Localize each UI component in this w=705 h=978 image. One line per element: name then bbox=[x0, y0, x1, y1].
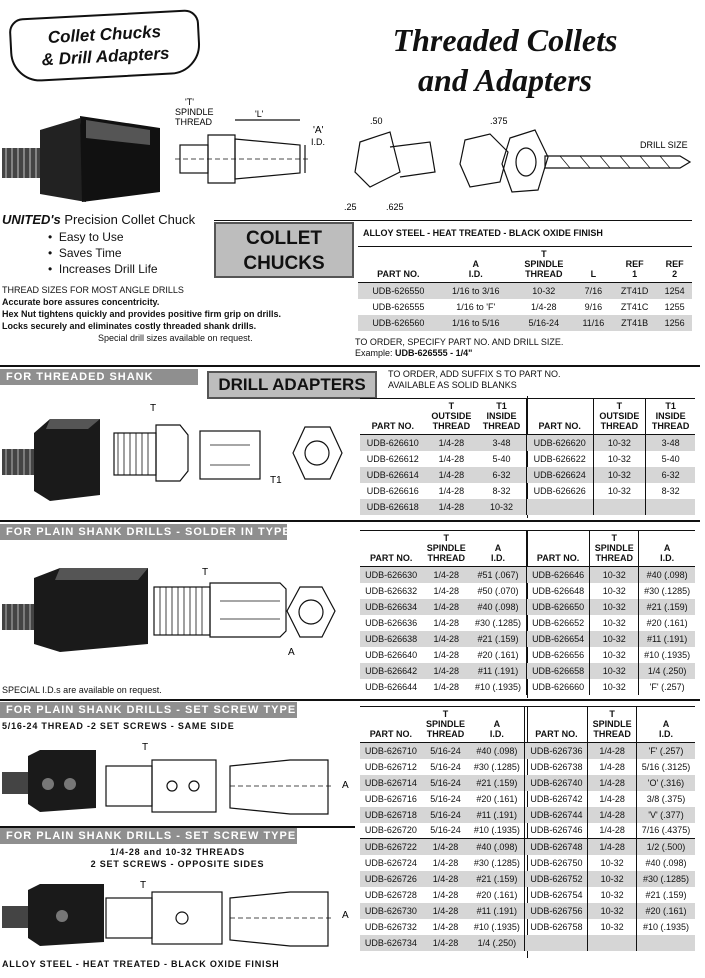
table-cell: UDB-626620 bbox=[526, 435, 593, 451]
table-cell: 1/4-28 bbox=[588, 743, 637, 759]
table-row bbox=[360, 791, 695, 807]
column-header: L bbox=[590, 269, 597, 279]
column-header: T1 INSIDE THREAD bbox=[646, 399, 695, 435]
table-cell: 5/16-24 bbox=[422, 743, 469, 759]
table-cell: 3-48 bbox=[477, 435, 526, 451]
column-header: PART NO. bbox=[369, 729, 413, 739]
column-header: T SPINDLE THREAD bbox=[590, 531, 639, 567]
column-header: PART NO. bbox=[526, 531, 589, 567]
table-cell: 1/4-28 bbox=[422, 839, 469, 855]
table-cell: 1/4-28 bbox=[426, 467, 478, 483]
spindle-label-thread: THREAD bbox=[175, 117, 213, 127]
table-cell: 10-32 bbox=[593, 483, 646, 499]
table-cell: UDB-626630 bbox=[360, 567, 422, 583]
table-cell: 3/8 (.375) bbox=[636, 791, 695, 807]
table-cell: UDB-626754 bbox=[525, 887, 588, 903]
table-row bbox=[360, 663, 695, 679]
table-cell: #30 (.1285) bbox=[473, 761, 520, 772]
table-cell: UDB-626718 bbox=[360, 807, 422, 823]
table-cell: UDB-626555 bbox=[372, 301, 425, 312]
table-cell: 1/4-28 bbox=[433, 681, 459, 692]
column-header: T OUTSIDE THREAD bbox=[431, 401, 472, 431]
table-cell: #40 (.098) bbox=[470, 599, 526, 615]
t-label: T bbox=[140, 880, 147, 891]
column-header: A I.D. bbox=[636, 707, 695, 743]
solder-adapter-photo bbox=[0, 560, 150, 670]
table-cell: 10-32 bbox=[590, 631, 639, 647]
setscrew-table bbox=[360, 706, 695, 951]
table-cell: UDB-626648 bbox=[526, 583, 589, 599]
threaded-order-note: TO ORDER, ADD SUFFIX S TO PART NO. AVAILABLE AS SOLID BLANKS bbox=[388, 369, 561, 390]
table-cell: UDB-626638 bbox=[360, 631, 422, 647]
column-header: PART NO. bbox=[369, 553, 413, 563]
collet-chuck-diagram bbox=[175, 97, 335, 205]
table-cell: UDB-626750 bbox=[525, 855, 588, 871]
table-row bbox=[360, 435, 695, 451]
table-cell: 1/4-28 bbox=[433, 585, 459, 596]
table-cell: #11 (.191) bbox=[470, 663, 526, 679]
table-cell: #11 (.191) bbox=[469, 807, 525, 823]
table-cell: UDB-626716 bbox=[364, 793, 417, 804]
table-cell: UDB-626618 bbox=[360, 499, 426, 515]
column-header: T SPINDLE THREAD bbox=[588, 707, 637, 743]
table-cell: 1/4-28 bbox=[588, 759, 637, 775]
table-cell: #11 (.191) bbox=[469, 903, 525, 919]
table-cell: #20 (.161) bbox=[476, 889, 518, 900]
table-cell: 10-32 bbox=[590, 615, 639, 631]
badge-line-1: Collet Chucks bbox=[47, 22, 162, 47]
table-cell: UDB-626616 bbox=[366, 485, 419, 496]
table-cell: 1/16 to 3/16 bbox=[439, 283, 513, 299]
column-header: T1 INSIDE THREAD bbox=[482, 401, 521, 431]
table-cell: 5/16-24 bbox=[422, 807, 469, 823]
table-cell: 1/4-28 bbox=[422, 663, 470, 679]
a-id-label: I.D. bbox=[311, 137, 326, 147]
order-note: TO ORDER, SPECIFY PART NO. AND DRILL SIZE. bbox=[355, 337, 564, 347]
table-cell: UDB-626738 bbox=[525, 759, 588, 775]
table-cell: 1/4-28 bbox=[588, 807, 637, 823]
table-cell: 3-48 bbox=[646, 435, 695, 451]
table-cell: UDB-626752 bbox=[525, 871, 588, 887]
table-cell: UDB-626720 bbox=[364, 825, 417, 836]
collet-chuck-photo bbox=[0, 110, 170, 210]
table-cell: 8-32 bbox=[492, 485, 511, 496]
table-cell: UDB-626722 bbox=[360, 839, 422, 855]
table-cell: #21 (.159) bbox=[469, 871, 525, 887]
setscrew-adapter-diagram-2 bbox=[100, 876, 350, 956]
divider bbox=[0, 365, 700, 367]
table-cell: 5/16-24 bbox=[430, 825, 461, 836]
a-label: A bbox=[342, 780, 349, 791]
solder-bar: FOR PLAIN SHANK DRILLS - SOLDER IN TYPE bbox=[0, 524, 287, 540]
table-cell: #10 (.1935) bbox=[473, 921, 520, 932]
table-cell: UDB-626742 bbox=[525, 791, 588, 807]
table-row bbox=[360, 631, 695, 647]
column-header: PART NO. bbox=[371, 421, 414, 431]
table-cell: 10-32 bbox=[588, 887, 637, 903]
table-cell: 10-32 bbox=[593, 435, 646, 451]
table-cell: 10-32 bbox=[590, 599, 639, 615]
table-cell: UDB-626610 bbox=[360, 435, 426, 451]
threaded-adapter-diagram bbox=[110, 405, 350, 505]
table-row bbox=[360, 567, 695, 583]
table-row bbox=[360, 935, 695, 951]
table-cell: UDB-626654 bbox=[526, 631, 589, 647]
table-cell: UDB-626658 bbox=[526, 663, 589, 679]
table-cell: 7/16 (.4375) bbox=[636, 823, 695, 839]
table-cell: 'F' (.257) bbox=[639, 679, 695, 695]
table-cell: 1/4-28 bbox=[426, 435, 478, 451]
table-cell: #21 (.159) bbox=[470, 631, 526, 647]
table-cell: 'F' (.257) bbox=[636, 743, 695, 759]
table-row bbox=[360, 743, 695, 759]
setscrew-footer: ALLOY STEEL - HEAT TREATED - BLACK OXIDE FINISH bbox=[2, 959, 280, 969]
setscrew-bar-1: FOR PLAIN SHANK DRILLS - SET SCREW TYPE bbox=[0, 702, 297, 718]
table-cell: UDB-626626 bbox=[526, 483, 593, 499]
table-cell: UDB-626712 bbox=[364, 761, 417, 772]
t-label: T bbox=[150, 403, 157, 414]
table-cell: 10-32 bbox=[588, 903, 637, 919]
table-cell: UDB-626710 bbox=[360, 743, 422, 759]
setscrew-adapter-diagram-1 bbox=[100, 742, 350, 827]
table-cell: 5-40 bbox=[646, 451, 695, 467]
table-cell: 'O' (.316) bbox=[636, 775, 695, 791]
table-row bbox=[360, 887, 695, 903]
table-cell: #10 (.1935) bbox=[474, 681, 522, 692]
solder-table bbox=[360, 530, 695, 695]
table-cell: 10-32 bbox=[593, 467, 646, 483]
table-cell: 1/16 to 'F' bbox=[456, 301, 496, 312]
table-cell: #40 (.098) bbox=[469, 839, 525, 855]
table-cell: 1/4-28 bbox=[588, 775, 637, 791]
table-row bbox=[360, 599, 695, 615]
table-cell: 5/16-24 bbox=[422, 775, 469, 791]
table-cell: UDB-626726 bbox=[360, 871, 422, 887]
table-cell: ZT41B bbox=[612, 315, 657, 331]
table-cell: UDB-626656 bbox=[526, 647, 589, 663]
title-line-2: and Adapters bbox=[418, 62, 592, 98]
table-cell: 1/16 to 5/16 bbox=[439, 315, 513, 331]
table-cell: UDB-626642 bbox=[360, 663, 422, 679]
table-cell: UDB-626746 bbox=[525, 823, 588, 839]
a-label: A bbox=[288, 647, 295, 658]
table-cell: 6-32 bbox=[646, 467, 695, 483]
table-row bbox=[360, 467, 695, 483]
table-row bbox=[360, 823, 695, 839]
table-cell: UDB-626734 bbox=[360, 935, 422, 951]
column-header: T SPINDLE THREAD bbox=[426, 533, 466, 563]
table-cell bbox=[588, 935, 637, 951]
table-cell: 5/16 (.3125) bbox=[636, 759, 695, 775]
badge-line-2: & Drill Adapters bbox=[41, 43, 170, 70]
table-cell: 1/4-28 bbox=[432, 889, 459, 900]
table-cell: 1/4-28 bbox=[588, 823, 637, 839]
table-cell: 5/16-24 bbox=[430, 793, 461, 804]
table-row bbox=[360, 647, 695, 663]
table-cell: UDB-626758 bbox=[525, 919, 588, 935]
column-header: A I.D. bbox=[468, 259, 483, 279]
table-cell: #10 (.1935) bbox=[639, 647, 695, 663]
setscrew-subtitle-2: 1/4-28 and 10-32 THREADS 2 SET SCREWS - OPPOSITE SIDES bbox=[90, 847, 265, 869]
column-header: REF 2 bbox=[665, 259, 684, 279]
collet-chucks-label: COLLET CHUCKS bbox=[214, 222, 354, 278]
table-row bbox=[360, 615, 695, 631]
table-row bbox=[358, 299, 692, 315]
collet-tagline bbox=[2, 212, 195, 227]
table-cell: 1/4-28 bbox=[433, 617, 459, 628]
table-cell bbox=[646, 499, 695, 515]
brand-name: UNITED's bbox=[2, 212, 61, 227]
dim-50: .50 bbox=[370, 116, 383, 126]
table-cell: 1/2 (.500) bbox=[636, 839, 695, 855]
table-cell: UDB-626744 bbox=[525, 807, 588, 823]
table-row bbox=[360, 855, 695, 871]
t-label: T bbox=[202, 567, 209, 578]
table-cell: 1/4-28 bbox=[432, 857, 459, 868]
table-cell: 1/4 (.250) bbox=[469, 935, 525, 951]
title-line-1: Threaded Collets bbox=[392, 22, 618, 58]
feature-list bbox=[48, 229, 158, 277]
table-cell: UDB-626732 bbox=[364, 921, 417, 932]
table-cell: 1/4-28 bbox=[588, 839, 637, 855]
table-row bbox=[360, 807, 695, 823]
table-cell: 1256 bbox=[657, 315, 692, 331]
column-header: T OUTSIDE THREAD bbox=[593, 399, 646, 435]
table-cell: #20 (.161) bbox=[636, 903, 695, 919]
table-row bbox=[360, 583, 695, 599]
dim-375: .375 bbox=[490, 116, 508, 126]
table-cell: 1/4-28 bbox=[433, 649, 459, 660]
table-cell: UDB-626756 bbox=[525, 903, 588, 919]
special-id-note: SPECIAL I.D.s are available on request. bbox=[2, 685, 162, 695]
table-cell: 10-32 bbox=[590, 679, 639, 695]
l-label: 'L' bbox=[255, 109, 264, 119]
table-cell: 8-32 bbox=[646, 483, 695, 499]
table-cell: 1/4-28 bbox=[422, 567, 470, 583]
table-row bbox=[360, 483, 695, 499]
table-cell: 9/16 bbox=[584, 301, 603, 312]
feature-item: • Increases Drill Life bbox=[48, 262, 158, 276]
table-cell: #40 (.098) bbox=[469, 743, 525, 759]
table-cell: 11/16 bbox=[575, 315, 612, 331]
table-cell: UDB-626560 bbox=[358, 315, 439, 331]
table-cell: 1/4-28 bbox=[422, 935, 469, 951]
table-cell: UDB-626652 bbox=[526, 615, 589, 631]
table-cell: 1/4-28 bbox=[422, 599, 470, 615]
table-cell: UDB-626646 bbox=[526, 567, 589, 583]
table-cell: #30 (.1285) bbox=[473, 857, 520, 868]
table-cell: #21 (.159) bbox=[636, 887, 695, 903]
table-cell: UDB-626636 bbox=[365, 617, 418, 628]
table-cell: #20 (.161) bbox=[639, 615, 695, 631]
divider bbox=[0, 699, 700, 701]
table-row bbox=[360, 759, 695, 775]
spindle-label-t: 'T' bbox=[185, 97, 194, 107]
table-cell: ZT41D bbox=[612, 283, 657, 299]
table-cell: UDB-626550 bbox=[358, 283, 439, 299]
table-cell: #20 (.161) bbox=[477, 649, 519, 660]
setscrew-adapter-photo-2 bbox=[0, 876, 110, 956]
spindle-label-spindle: SPINDLE bbox=[175, 107, 214, 117]
table-cell: 10-32 bbox=[588, 871, 637, 887]
table-cell: 6-32 bbox=[477, 467, 526, 483]
table-cell: UDB-626624 bbox=[526, 467, 593, 483]
table-cell: UDB-626740 bbox=[525, 775, 588, 791]
table-cell: 5/16-24 bbox=[430, 761, 461, 772]
table-cell: UDB-626614 bbox=[360, 467, 426, 483]
column-header: PART NO. bbox=[377, 269, 420, 279]
collet-exploded-diagram bbox=[340, 112, 700, 217]
t1-label: T1 bbox=[270, 475, 282, 486]
table-cell: #40 (.098) bbox=[636, 855, 695, 871]
table-cell: 1255 bbox=[664, 301, 685, 312]
table-cell: 10-32 bbox=[588, 855, 637, 871]
table-cell: #21 (.159) bbox=[639, 599, 695, 615]
threaded-table bbox=[360, 398, 695, 515]
column-header: T SPINDLE THREAD bbox=[426, 709, 466, 739]
table-row bbox=[360, 839, 695, 855]
table-cell: 1/4-28 bbox=[432, 921, 459, 932]
divider bbox=[214, 220, 692, 221]
table-cell: 1254 bbox=[657, 283, 692, 299]
column-header: A I.D. bbox=[491, 543, 506, 563]
feature-item: • Saves Time bbox=[48, 246, 122, 260]
order-example: Example: UDB-626555 - 1/4" bbox=[355, 348, 473, 358]
table-row bbox=[360, 903, 695, 919]
setscrew-bar-2: FOR PLAIN SHANK DRILLS - SET SCREW TYPE bbox=[0, 828, 297, 844]
table-cell: #20 (.161) bbox=[476, 793, 518, 804]
table-row bbox=[360, 679, 695, 695]
table-cell: UDB-626622 bbox=[526, 451, 593, 467]
table-cell: 7/16 bbox=[575, 283, 612, 299]
table-cell: UDB-626748 bbox=[525, 839, 588, 855]
column-header: PART NO. bbox=[526, 399, 593, 435]
table-cell: #30 (.1285) bbox=[636, 871, 695, 887]
table-cell bbox=[636, 935, 695, 951]
table-row bbox=[360, 919, 695, 935]
table-cell: ZT41C bbox=[620, 301, 649, 312]
table-cell: 1/4-28 bbox=[422, 631, 470, 647]
table-cell: 10-32 bbox=[588, 919, 637, 935]
table-row bbox=[358, 315, 692, 331]
table-cell: UDB-626724 bbox=[364, 857, 417, 868]
column-header: PART NO. bbox=[525, 707, 588, 743]
table-row bbox=[360, 871, 695, 887]
t-label: T bbox=[142, 742, 149, 753]
column-header: A I.D. bbox=[489, 719, 504, 739]
table-cell: UDB-626736 bbox=[525, 743, 588, 759]
table-cell: 1/4-28 bbox=[438, 485, 465, 496]
table-cell: 'V' (.377) bbox=[636, 807, 695, 823]
dim-625: .625 bbox=[386, 202, 404, 212]
table-cell: 1/4 (.250) bbox=[639, 663, 695, 679]
table-cell bbox=[593, 499, 646, 515]
tagline-text: Precision Collet Chuck bbox=[64, 212, 196, 227]
column-header: A I.D. bbox=[639, 531, 695, 567]
table-cell: 10-32 bbox=[513, 283, 575, 299]
table-cell: UDB-626728 bbox=[364, 889, 417, 900]
table-cell: #51 (.067) bbox=[470, 567, 526, 583]
table-cell: 1/4-28 bbox=[422, 903, 469, 919]
table-row bbox=[358, 283, 692, 299]
drill-size-label: DRILL SIZE bbox=[640, 140, 688, 150]
collet-description: THREAD SIZES FOR MOST ANGLE DRILLS Accurate bore assures concentricity. Hex Nut tightens quickly and provides positive firm grip on drills. Locks securely and eliminates costly threaded shank drills. Special drill sizes available on request. bbox=[2, 285, 282, 343]
table-cell: UDB-626632 bbox=[365, 585, 418, 596]
drill-adapters-label: DRILL ADAPTERS bbox=[207, 371, 377, 399]
feature-item: • Easy to Use bbox=[48, 230, 124, 244]
a-label: A bbox=[342, 910, 349, 921]
table-cell: 10-32 bbox=[590, 583, 639, 599]
table-cell: #11 (.191) bbox=[639, 631, 695, 647]
table-cell: UDB-626612 bbox=[366, 453, 419, 464]
threaded-adapter-photo bbox=[0, 405, 110, 515]
table-cell: 10-32 bbox=[590, 567, 639, 583]
setscrew-subtitle-1: 5/16-24 THREAD -2 SET SCREWS - SAME SIDE bbox=[2, 721, 235, 731]
table-row bbox=[360, 775, 695, 791]
table-cell: 10-32 bbox=[593, 451, 646, 467]
divider bbox=[0, 520, 700, 522]
table-row bbox=[360, 499, 695, 515]
table-cell bbox=[525, 935, 588, 951]
table-cell: UDB-626634 bbox=[360, 599, 422, 615]
column-header: T SPINDLE THREAD bbox=[524, 249, 564, 279]
dim-25: .25 bbox=[344, 202, 357, 212]
table-cell: #10 (.1935) bbox=[473, 825, 520, 836]
table-cell: #30 (.1285) bbox=[474, 617, 522, 628]
table-cell: 1/4-28 bbox=[438, 453, 465, 464]
table-cell: UDB-626714 bbox=[360, 775, 422, 791]
table-cell: UDB-626660 bbox=[526, 679, 589, 695]
table-cell: 1/4-28 bbox=[588, 791, 637, 807]
table-cell: 1/4-28 bbox=[422, 871, 469, 887]
setscrew-adapter-photo-1 bbox=[0, 742, 100, 822]
collet-table bbox=[358, 246, 692, 331]
table-cell: 1/4-28 bbox=[531, 301, 557, 312]
table-cell: 5/16-24 bbox=[513, 315, 575, 331]
table-cell: UDB-626650 bbox=[526, 599, 589, 615]
table-cell: 5-40 bbox=[492, 453, 511, 464]
table-cell: #50 (.070) bbox=[477, 585, 519, 596]
table-cell: 10-32 bbox=[590, 647, 639, 663]
page-title bbox=[310, 20, 700, 100]
section-badge bbox=[8, 9, 201, 83]
collet-table-title: ALLOY STEEL - HEAT TREATED - BLACK OXIDE FINISH bbox=[363, 228, 603, 238]
threaded-shank-bar: FOR THREADED SHANK bbox=[0, 369, 198, 385]
table-cell: 1/4-28 bbox=[426, 499, 478, 515]
table-cell: 10-32 bbox=[590, 663, 639, 679]
table-cell: UDB-626640 bbox=[365, 649, 418, 660]
table-cell: #10 (.1935) bbox=[636, 919, 695, 935]
solder-adapter-diagram bbox=[150, 565, 350, 665]
table-cell: #30 (.1285) bbox=[639, 583, 695, 599]
table-cell: #21 (.159) bbox=[469, 775, 525, 791]
table-cell: UDB-626730 bbox=[360, 903, 422, 919]
column-header: REF 1 bbox=[625, 259, 644, 279]
table-cell bbox=[526, 499, 593, 515]
table-row bbox=[360, 451, 695, 467]
table-cell: UDB-626644 bbox=[365, 681, 418, 692]
table-cell: 10-32 bbox=[477, 499, 526, 515]
table-cell: #40 (.098) bbox=[639, 567, 695, 583]
a-label: 'A' bbox=[313, 125, 324, 136]
